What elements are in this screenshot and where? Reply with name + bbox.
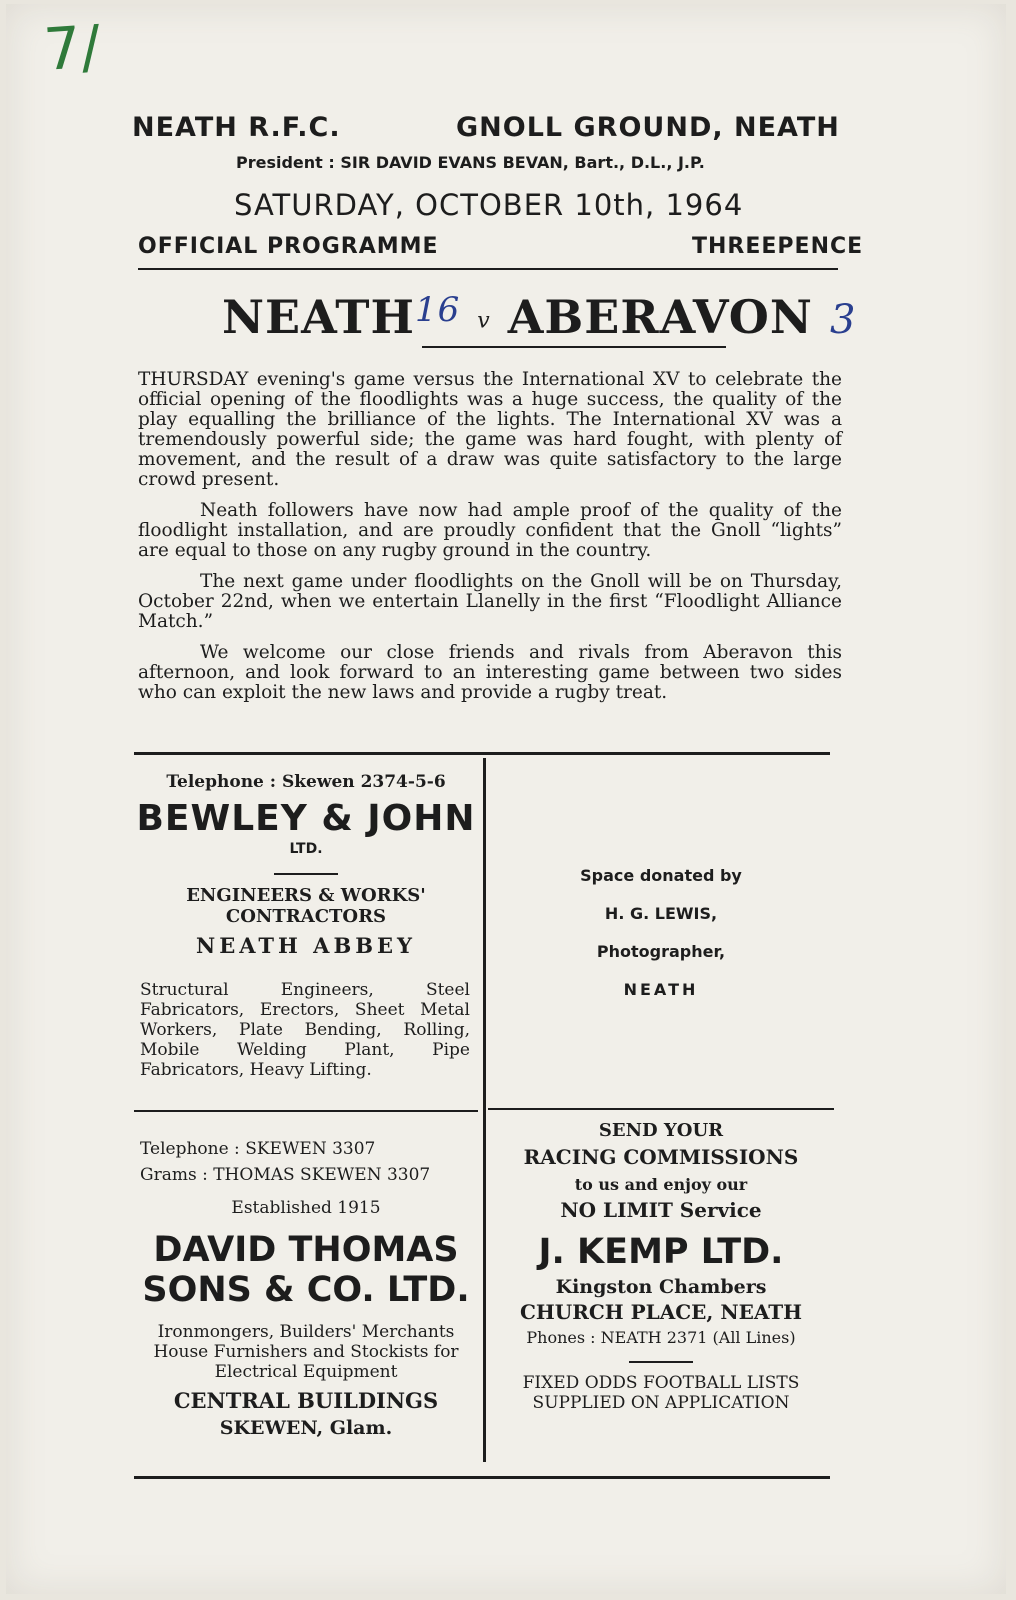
kemp-footer2: SUPPLIED ON APPLICATION <box>532 1393 790 1413</box>
kemp-phones: Phones : NEATH 2371 (All Lines) <box>526 1328 796 1347</box>
programme-price: THREEPENCE <box>692 234 864 259</box>
away-score: 3 <box>829 297 857 343</box>
lewis-line1: Space donated by <box>580 866 742 885</box>
article-paragraph: We welcome our close friends and rivals from Aberavon this afternoon, and look forward to an interesting game between two sides who can exploit the new laws and provide a rugby treat. <box>138 642 842 703</box>
kemp-name: J. KEMP LTD. <box>538 1232 784 1272</box>
article <box>138 370 842 714</box>
home-score: 16 <box>414 290 461 330</box>
thomas-address2: SKEWEN, Glam. <box>219 1417 393 1439</box>
ads-bottom-rule <box>134 1476 830 1479</box>
match-date: SATURDAY, OCTOBER 10th, 1964 <box>234 188 744 222</box>
ads-left-mid-rule <box>134 1110 478 1112</box>
bewley-place: NEATH ABBEY <box>196 933 416 958</box>
thomas-name1: DAVID THOMAS <box>153 1230 459 1270</box>
bewley-ltd: LTD. <box>289 841 323 857</box>
ad-hg-lewis <box>488 866 834 1000</box>
bewley-line2: CONTRACTORS <box>225 906 387 927</box>
programme-label: OFFICIAL PROGRAMME <box>138 234 439 259</box>
kemp-rule <box>629 1361 693 1363</box>
thomas-address1: CENTRAL BUILDINGS <box>173 1388 439 1413</box>
header-rule <box>138 268 838 270</box>
ads-divider <box>483 758 486 1462</box>
lewis-line4: NEATH <box>623 980 699 999</box>
thomas-name2: SONS & CO. LTD. <box>142 1270 470 1310</box>
article-paragraph: THURSDAY evening's game versus the International XV to celebrate the official opening of the floodlights was a huge success, the quality of the play equalling the brilliance of the lights. The International XV was a tremendously powerful side; the game was hard fought, with plenty of movement, and the result of a draw was quite satisfactory to the large crowd present. <box>138 369 842 490</box>
thomas-desc3: Electrical Equipment <box>214 1362 398 1382</box>
home-team: NEATH <box>222 290 415 344</box>
thomas-telephone: Telephone : SKEWEN 3307 <box>140 1139 376 1159</box>
ad-bewley-john <box>134 772 478 1080</box>
ad-david-thomas <box>134 1198 478 1439</box>
handwritten-mark: 7/ <box>41 12 103 84</box>
kemp-line1: SEND YOUR <box>598 1120 724 1141</box>
ground-name: GNOLL GROUND, NEATH <box>456 112 840 143</box>
bewley-line1: ENGINEERS & WORKS' <box>186 885 426 906</box>
ad-j-kemp <box>488 1120 834 1413</box>
lewis-line2: H. G. LEWIS, <box>604 904 718 923</box>
title-rule <box>422 346 726 348</box>
article-paragraph: The next game under floodlights on the Gnoll will be on Thursday, October 22nd, when we entertain Llanelly in the first “Floodlight Alliance Match.” <box>138 571 842 632</box>
ads-top-rule <box>134 752 830 755</box>
thomas-desc1: Ironmongers, Builders' Merchants <box>157 1322 455 1342</box>
thomas-established: Established 1915 <box>231 1198 381 1218</box>
article-paragraph: Neath followers have now had ample proof of the quality of the floodlight installation, and are proudly confident that the Gnoll “lights” are equal to those on any rugby ground in the country. <box>138 500 842 561</box>
bewley-services: Structural Engineers, Steel Fabricators, Erectors, Sheet Metal Workers, Plate Bending, Rolling, Mobile Welding Plant, Pipe Fabricators, Heavy Lifting. <box>140 980 470 1080</box>
kemp-address1: Kingston Chambers <box>555 1276 767 1298</box>
kemp-address2: CHURCH PLACE, NEATH <box>519 1300 803 1324</box>
bewley-rule <box>274 873 338 875</box>
ads-right-mid-rule <box>488 1108 834 1110</box>
kemp-line2: RACING COMMISSIONS <box>523 1145 799 1169</box>
club-name: NEATH R.F.C. <box>132 112 341 143</box>
thomas-contacts <box>140 1136 430 1188</box>
lewis-line3: Photographer, <box>596 942 726 961</box>
versus-label: v <box>477 308 491 334</box>
bewley-telephone: Telephone : Skewen 2374-5-6 <box>166 772 446 792</box>
president-line: President : SIR DAVID EVANS BEVAN, Bart., D.L., J.P. <box>236 153 705 172</box>
bewley-name: BEWLEY & JOHN <box>136 798 476 839</box>
kemp-footer1: FIXED ODDS FOOTBALL LISTS <box>522 1373 800 1393</box>
match-title <box>222 290 856 344</box>
away-team: ABERAVON <box>507 290 813 344</box>
thomas-grams: Grams : THOMAS SKEWEN 3307 <box>140 1165 431 1185</box>
kemp-line3: to us and enjoy our <box>574 1175 748 1194</box>
kemp-line4: NO LIMIT Service <box>560 1198 762 1222</box>
thomas-desc2: House Furnishers and Stockists for <box>153 1342 459 1362</box>
